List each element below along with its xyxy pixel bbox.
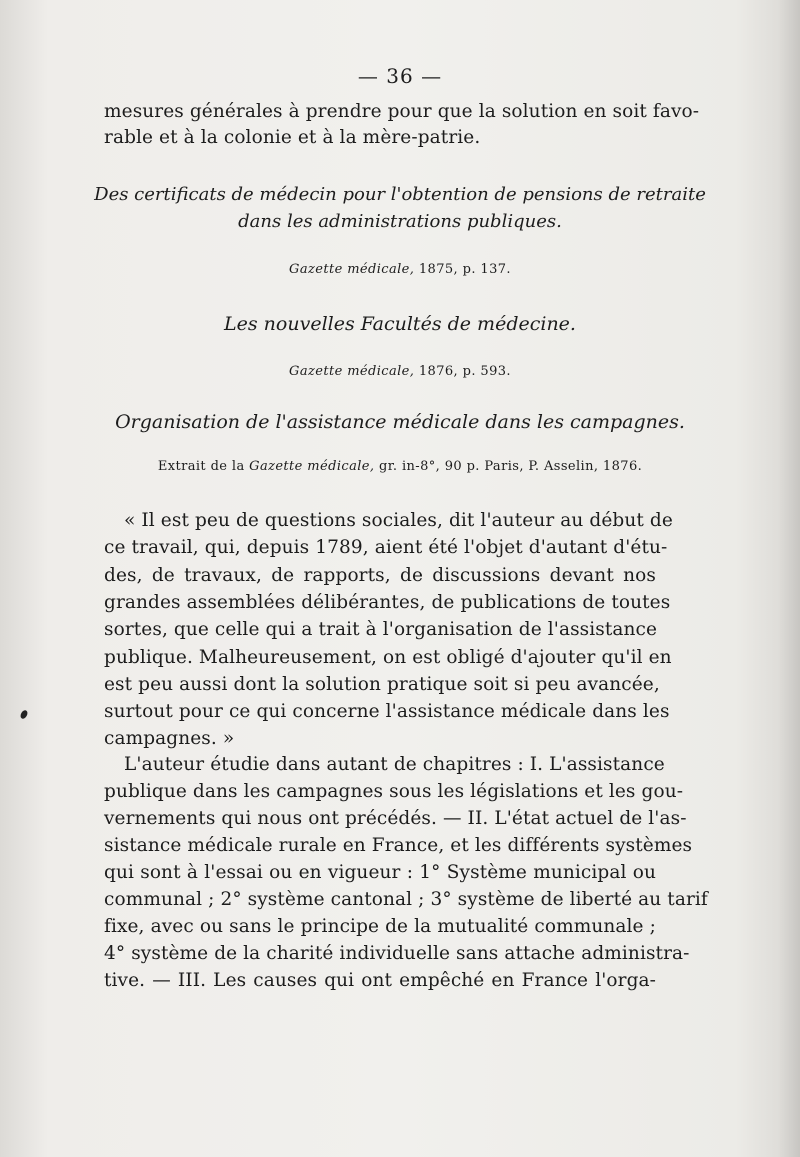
body-line: publique dans les campagnes sous les législations et les gou- — [104, 781, 684, 802]
quote-line: publique. Malheureusement, on est obligé d'ajouter qu'il en — [104, 647, 672, 668]
entry2-source-journal: Gazette médicale, — [289, 364, 415, 379]
ink-spot — [19, 709, 29, 720]
entry3-source-prefix: Extrait de la — [157, 459, 250, 474]
entry1-source-journal: Gazette médicale, — [289, 262, 415, 277]
quote-line: ce travail, qui, depuis 1789, aient été l'objet d'autant d'étu- — [104, 537, 668, 558]
quote-line: surtout pour ce qui concerne l'assistance médicale dans les — [104, 701, 670, 722]
entry1-title-line-1: Des certificats de médecin pour l'obtention de pensions de retraite — [94, 184, 706, 205]
quote-line: « Il est peu de questions sociales, dit l'auteur au début de — [124, 510, 673, 531]
intro-line-1: mesures générales à prendre pour que la solution en soit favo- — [104, 101, 700, 122]
entry3-source — [0, 459, 800, 474]
entry3-title: Organisation de l'assistance médicale dans les campagnes. — [115, 411, 685, 433]
body-line: vernements qui nous ont précédés. — II. L'état actuel de l'as- — [104, 808, 687, 829]
body-line: fixe, avec ou sans le principe de la mutualité communale ; — [104, 916, 656, 937]
page-edge-shadow — [778, 0, 800, 1157]
entry1-source-details: 1875, p. 137. — [414, 262, 511, 277]
entry3-source-details: gr. in-8°, 90 p. Paris, P. Asselin, 1876. — [374, 459, 643, 474]
quote-line: est peu aussi dont la solution pratique soit si peu avancée, — [104, 674, 660, 695]
page-number: — 36 — — [357, 64, 443, 88]
body-line: sistance médicale rurale en France, et les différents systèmes — [104, 835, 693, 856]
quote-line: grandes assemblées délibérantes, de publications de toutes — [104, 592, 671, 613]
entry3-source-journal: Gazette médicale, — [249, 459, 375, 474]
body-line: communal ; 2° système cantonal ; 3° système de liberté au tarif — [104, 889, 708, 910]
quote-line: campagnes. » — [104, 728, 235, 749]
entry2-source-details: 1876, p. 593. — [414, 364, 511, 379]
entry2-source — [0, 364, 800, 379]
body-line: qui sont à l'essai ou en vigueur : 1° Système municipal ou — [104, 862, 656, 883]
quote-line: sortes, que celle qui a trait à l'organisation de l'assistance — [104, 619, 658, 640]
body-line: tive. — III. Les causes qui ont empêché en France l'orga- — [104, 970, 656, 991]
entry1-source — [0, 262, 800, 277]
entry2-title: Les nouvelles Facultés de médecine. — [224, 313, 576, 335]
intro-line-2: rable et à la colonie et à la mère-patrie. — [104, 127, 481, 148]
body-line: L'auteur étudie dans autant de chapitres : I. L'assistance — [124, 754, 665, 775]
body-line: 4° système de la charité individuelle sans attache administra- — [104, 943, 690, 964]
entry1-title-line-2: dans les administrations publiques. — [238, 211, 562, 232]
quote-line: des, de travaux, de rapports, de discussions devant nos — [104, 565, 656, 586]
